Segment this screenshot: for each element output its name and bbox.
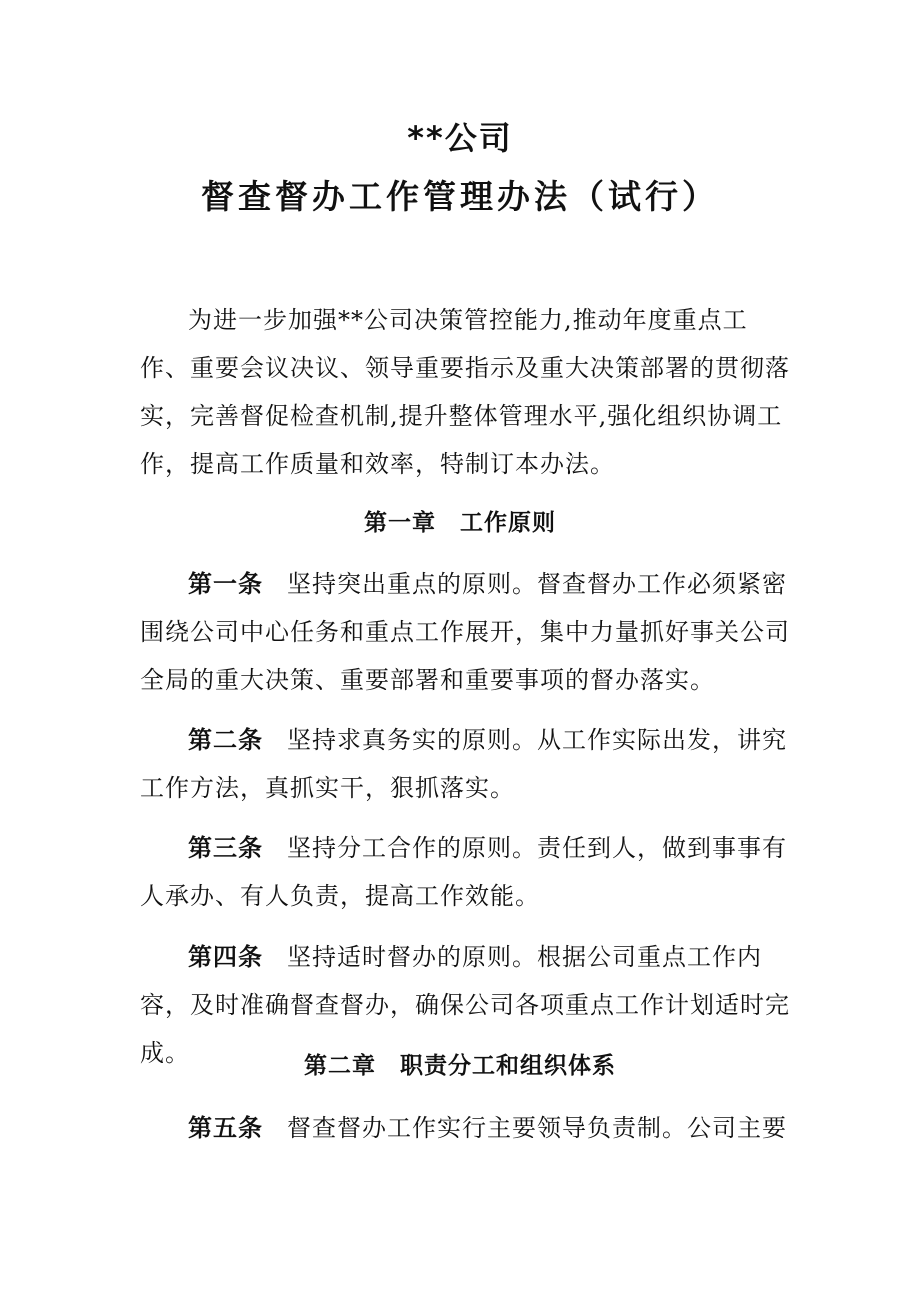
company-title: **公司 bbox=[407, 119, 513, 157]
article-3-paragraph bbox=[140, 824, 790, 920]
article-4-text: 坚持适时督办的原则。根据公司重点工作内容，及时准确督查督办，确保公司各项重点工作计划适时完成。 bbox=[140, 943, 790, 1067]
article-4-label: 第四条 bbox=[188, 943, 263, 971]
article-2-text: 坚持求真务实的原则。从工作实际出发，讲究工作方法，真抓实干，狠抓落实。 bbox=[140, 726, 787, 802]
chapter-2-heading bbox=[0, 1046, 920, 1086]
chapter-2-number: 第二章 bbox=[304, 1053, 376, 1079]
article-5-text: 督查督办工作实行主要领导负责制。公司主要 bbox=[287, 1114, 787, 1142]
article-3-text: 坚持分工合作的原则。责任到人，做到事事有人承办、有人负责，提高工作效能。 bbox=[140, 834, 787, 910]
article-2-paragraph bbox=[140, 716, 790, 812]
article-2-label: 第二条 bbox=[188, 726, 263, 754]
chapter-1-number: 第一章 bbox=[364, 510, 436, 536]
chapter-1-title: 工作原则 bbox=[460, 510, 556, 536]
document-title: 督查督办工作管理办法（试行） bbox=[201, 177, 719, 216]
article-5-paragraph bbox=[140, 1104, 790, 1152]
article-1-label: 第一条 bbox=[188, 570, 263, 598]
preamble-paragraph: 为进一步加强**公司决策管控能力,推动年度重点工作、重要会议决议、领导重要指示及重大决策部署的贯彻落实，完善督促检查机制,提升整体管理水平,强化组织协调工作，提高工作质量和效率，特制订本办法。 bbox=[140, 306, 790, 478]
chapter-2-title: 职责分工和组织体系 bbox=[400, 1053, 616, 1079]
article-1-text: 坚持突出重点的原则。督查督办工作必须紧密围绕公司中心任务和重点工作展开，集中力量抓好事关公司全局的重大决策、重要部署和重要事项的督办落实。 bbox=[140, 570, 790, 694]
article-1-paragraph bbox=[140, 560, 790, 704]
chapter-1-heading bbox=[0, 503, 920, 543]
article-3-label: 第三条 bbox=[188, 834, 263, 862]
article-5-label: 第五条 bbox=[188, 1114, 263, 1142]
